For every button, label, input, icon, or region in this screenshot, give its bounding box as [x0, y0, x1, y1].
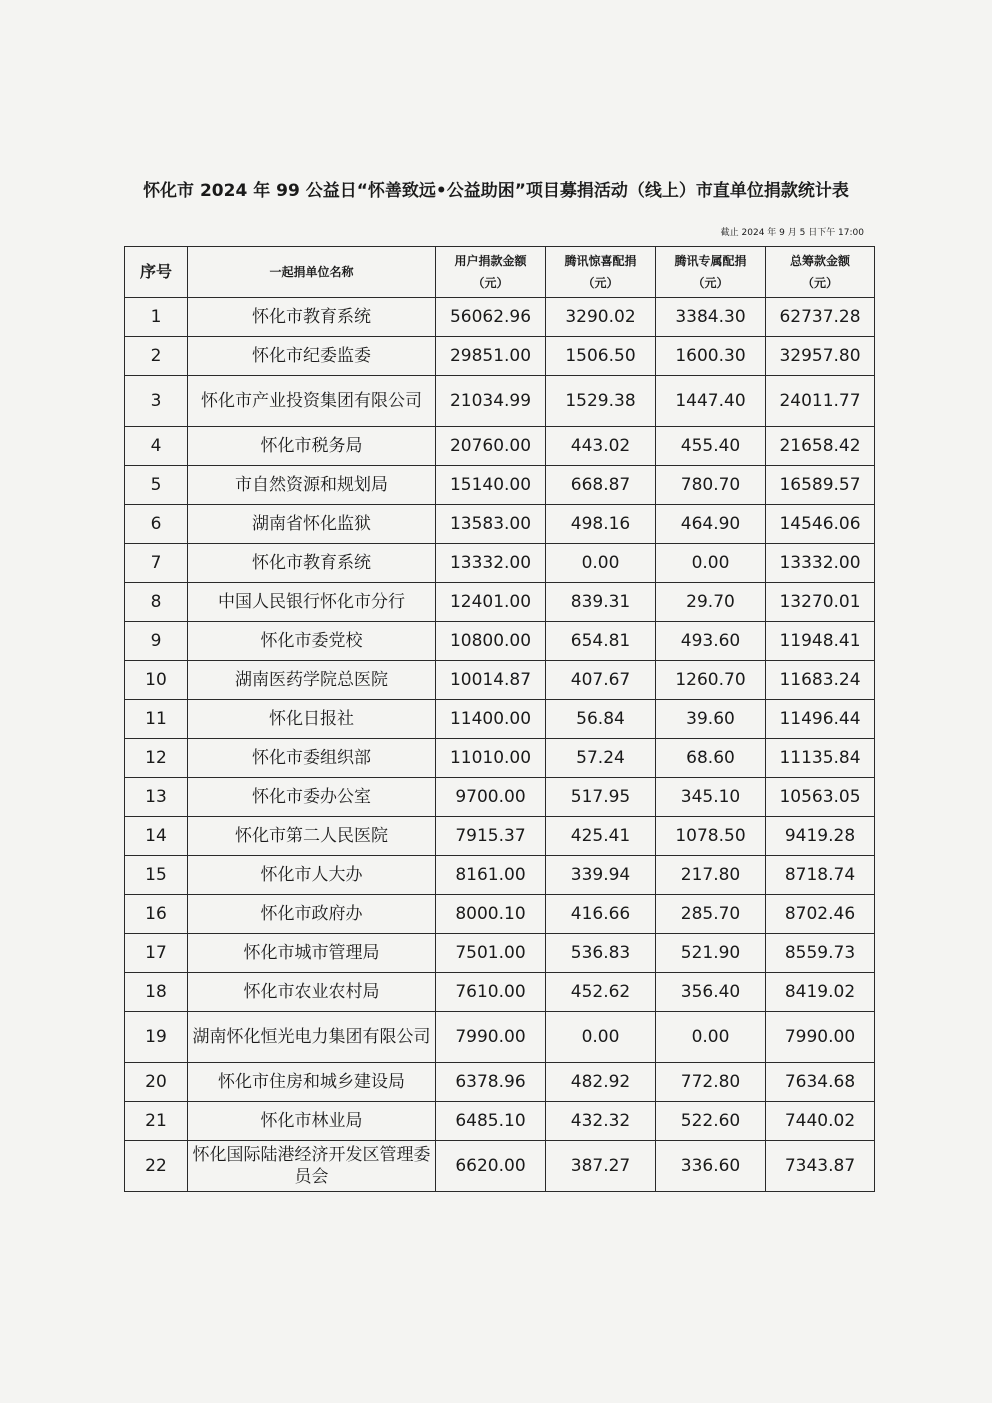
table-row	[125, 700, 875, 739]
cell-user-amount: 7610.00	[436, 973, 546, 1012]
cell-unit-name: 怀化市委党校	[188, 622, 436, 661]
cell-unit-name: 怀化日报社	[188, 700, 436, 739]
cell-surprise-match: 654.81	[546, 622, 656, 661]
cell-surprise-match: 56.84	[546, 700, 656, 739]
cell-total: 11135.84	[766, 739, 875, 778]
cell-unit-name: 湖南医药学院总医院	[188, 661, 436, 700]
table-row	[125, 1063, 875, 1102]
cell-unit-name: 怀化市政府办	[188, 895, 436, 934]
cell-special-match: 772.80	[656, 1063, 766, 1102]
cell-seq: 7	[125, 544, 188, 583]
cell-seq: 6	[125, 505, 188, 544]
cell-user-amount: 8000.10	[436, 895, 546, 934]
cell-surprise-match: 668.87	[546, 466, 656, 505]
cell-special-match: 345.10	[656, 778, 766, 817]
table-row	[125, 973, 875, 1012]
cell-surprise-match: 3290.02	[546, 298, 656, 337]
cell-total: 13270.01	[766, 583, 875, 622]
cell-total: 8718.74	[766, 856, 875, 895]
cell-total: 7990.00	[766, 1012, 875, 1063]
header-special-line1: 腾讯专属配捐	[674, 254, 747, 268]
table-row	[125, 895, 875, 934]
cell-special-match: 356.40	[656, 973, 766, 1012]
table-row	[125, 622, 875, 661]
cutoff-note: 截止 2024 年 9 月 5 日下午 17:00	[720, 228, 864, 238]
cell-unit-name: 怀化市住房和城乡建设局	[188, 1063, 436, 1102]
cell-special-match: 3384.30	[656, 298, 766, 337]
cell-unit-name: 怀化市委组织部	[188, 739, 436, 778]
cell-seq: 1	[125, 298, 188, 337]
table-row	[125, 739, 875, 778]
cell-user-amount: 10014.87	[436, 661, 546, 700]
cell-user-amount: 13583.00	[436, 505, 546, 544]
cell-user-amount: 7990.00	[436, 1012, 546, 1063]
header-seq: 序号	[125, 247, 188, 298]
cell-user-amount: 9700.00	[436, 778, 546, 817]
table-row	[125, 661, 875, 700]
cell-total: 16589.57	[766, 466, 875, 505]
cell-special-match: 285.70	[656, 895, 766, 934]
cell-surprise-match: 517.95	[546, 778, 656, 817]
header-row	[125, 247, 875, 298]
cell-surprise-match: 339.94	[546, 856, 656, 895]
cell-special-match: 522.60	[656, 1102, 766, 1141]
cell-unit-name: 湖南省怀化监狱	[188, 505, 436, 544]
cell-total: 11496.44	[766, 700, 875, 739]
cell-surprise-match: 416.66	[546, 895, 656, 934]
cell-total: 24011.77	[766, 376, 875, 427]
cell-unit-name: 怀化市城市管理局	[188, 934, 436, 973]
cell-user-amount: 56062.96	[436, 298, 546, 337]
cell-seq: 19	[125, 1012, 188, 1063]
cell-user-amount: 7501.00	[436, 934, 546, 973]
cell-special-match: 1600.30	[656, 337, 766, 376]
page-title: 怀化市 2024 年 99 公益日“怀善致远•公益助困”项目募捐活动（线上）市直单位捐款统计表	[143, 181, 849, 201]
donation-table	[124, 246, 875, 1192]
header-total-line1: 总筹款金额	[789, 254, 850, 268]
cell-total: 11948.41	[766, 622, 875, 661]
cell-unit-name: 中国人民银行怀化市分行	[188, 583, 436, 622]
cell-unit-name: 怀化国际陆港经济开发区管理委员会	[188, 1141, 436, 1192]
cell-surprise-match: 425.41	[546, 817, 656, 856]
table-row	[125, 298, 875, 337]
cell-seq: 13	[125, 778, 188, 817]
cell-special-match: 464.90	[656, 505, 766, 544]
cell-unit-name: 市自然资源和规划局	[188, 466, 436, 505]
table-row	[125, 856, 875, 895]
cell-seq: 14	[125, 817, 188, 856]
cell-surprise-match: 482.92	[546, 1063, 656, 1102]
cell-surprise-match: 443.02	[546, 427, 656, 466]
cell-user-amount: 6378.96	[436, 1063, 546, 1102]
cell-user-amount: 10800.00	[436, 622, 546, 661]
table-row	[125, 1012, 875, 1063]
cell-total: 21658.42	[766, 427, 875, 466]
cell-user-amount: 12401.00	[436, 583, 546, 622]
cell-unit-name: 怀化市林业局	[188, 1102, 436, 1141]
cell-special-match: 1260.70	[656, 661, 766, 700]
cell-special-match: 39.60	[656, 700, 766, 739]
cell-special-match: 493.60	[656, 622, 766, 661]
cell-surprise-match: 1506.50	[546, 337, 656, 376]
cell-user-amount: 6620.00	[436, 1141, 546, 1192]
cell-total: 8702.46	[766, 895, 875, 934]
cell-special-match: 0.00	[656, 1012, 766, 1063]
table-row	[125, 427, 875, 466]
cell-seq: 5	[125, 466, 188, 505]
cell-unit-name: 怀化市教育系统	[188, 544, 436, 583]
cell-user-amount: 15140.00	[436, 466, 546, 505]
table-body	[125, 298, 875, 1192]
cell-special-match: 521.90	[656, 934, 766, 973]
cell-unit-name: 怀化市委办公室	[188, 778, 436, 817]
cell-total: 32957.80	[766, 337, 875, 376]
table-row	[125, 376, 875, 427]
cell-user-amount: 29851.00	[436, 337, 546, 376]
cell-seq: 12	[125, 739, 188, 778]
cell-surprise-match: 387.27	[546, 1141, 656, 1192]
cell-special-match: 68.60	[656, 739, 766, 778]
cell-seq: 16	[125, 895, 188, 934]
header-user-amount-line2: （元）	[472, 276, 509, 290]
cell-total: 8419.02	[766, 973, 875, 1012]
cell-seq: 20	[125, 1063, 188, 1102]
cell-total: 8559.73	[766, 934, 875, 973]
cell-surprise-match: 498.16	[546, 505, 656, 544]
cell-seq: 21	[125, 1102, 188, 1141]
cell-surprise-match: 839.31	[546, 583, 656, 622]
cell-special-match: 0.00	[656, 544, 766, 583]
table-row	[125, 934, 875, 973]
header-total-line2: （元）	[801, 276, 838, 290]
header-special	[656, 247, 766, 298]
cell-seq: 15	[125, 856, 188, 895]
cell-seq: 4	[125, 427, 188, 466]
cell-surprise-match: 1529.38	[546, 376, 656, 427]
cell-total: 10563.05	[766, 778, 875, 817]
cell-seq: 9	[125, 622, 188, 661]
cell-seq: 18	[125, 973, 188, 1012]
cell-unit-name: 湖南怀化恒光电力集团有限公司	[188, 1012, 436, 1063]
cell-special-match: 336.60	[656, 1141, 766, 1192]
cell-special-match: 780.70	[656, 466, 766, 505]
cell-unit-name: 怀化市产业投资集团有限公司	[188, 376, 436, 427]
cell-total: 14546.06	[766, 505, 875, 544]
cell-seq: 10	[125, 661, 188, 700]
cell-surprise-match: 407.67	[546, 661, 656, 700]
table-row	[125, 466, 875, 505]
table-row	[125, 544, 875, 583]
cell-seq: 3	[125, 376, 188, 427]
cell-seq: 11	[125, 700, 188, 739]
table-row	[125, 1102, 875, 1141]
cell-surprise-match: 452.62	[546, 973, 656, 1012]
cell-special-match: 29.70	[656, 583, 766, 622]
cell-user-amount: 7915.37	[436, 817, 546, 856]
cell-unit-name: 怀化市教育系统	[188, 298, 436, 337]
cell-user-amount: 20760.00	[436, 427, 546, 466]
cell-seq: 22	[125, 1141, 188, 1192]
cell-surprise-match: 57.24	[546, 739, 656, 778]
cell-user-amount: 8161.00	[436, 856, 546, 895]
cell-total: 13332.00	[766, 544, 875, 583]
cell-special-match: 1078.50	[656, 817, 766, 856]
cell-total: 9419.28	[766, 817, 875, 856]
cell-total: 11683.24	[766, 661, 875, 700]
cell-unit-name: 怀化市农业农村局	[188, 973, 436, 1012]
cell-surprise-match: 432.32	[546, 1102, 656, 1141]
table-row	[125, 1141, 875, 1192]
cell-total: 7343.87	[766, 1141, 875, 1192]
header-unit: 一起捐单位名称	[188, 247, 436, 298]
header-surprise-line2: （元）	[582, 276, 619, 290]
cell-seq: 17	[125, 934, 188, 973]
cell-user-amount: 11010.00	[436, 739, 546, 778]
table-row	[125, 583, 875, 622]
header-surprise-line1: 腾讯惊喜配捐	[564, 254, 637, 268]
table-row	[125, 337, 875, 376]
cell-unit-name: 怀化市人大办	[188, 856, 436, 895]
header-total	[766, 247, 875, 298]
cell-surprise-match: 0.00	[546, 1012, 656, 1063]
cell-special-match: 217.80	[656, 856, 766, 895]
cell-total: 7440.02	[766, 1102, 875, 1141]
cell-unit-name: 怀化市纪委监委	[188, 337, 436, 376]
header-special-line2: （元）	[692, 276, 729, 290]
header-surprise	[546, 247, 656, 298]
header-user-amount-line1: 用户捐款金额	[454, 254, 527, 268]
cell-user-amount: 6485.10	[436, 1102, 546, 1141]
cell-total: 7634.68	[766, 1063, 875, 1102]
cell-user-amount: 13332.00	[436, 544, 546, 583]
header-user-amount	[436, 247, 546, 298]
cell-surprise-match: 536.83	[546, 934, 656, 973]
cell-special-match: 1447.40	[656, 376, 766, 427]
cell-special-match: 455.40	[656, 427, 766, 466]
cell-user-amount: 21034.99	[436, 376, 546, 427]
cell-unit-name: 怀化市第二人民医院	[188, 817, 436, 856]
cell-user-amount: 11400.00	[436, 700, 546, 739]
table-row	[125, 817, 875, 856]
cell-surprise-match: 0.00	[546, 544, 656, 583]
cell-unit-name: 怀化市税务局	[188, 427, 436, 466]
cell-seq: 8	[125, 583, 188, 622]
table-row	[125, 505, 875, 544]
cell-total: 62737.28	[766, 298, 875, 337]
cell-seq: 2	[125, 337, 188, 376]
table-row	[125, 778, 875, 817]
